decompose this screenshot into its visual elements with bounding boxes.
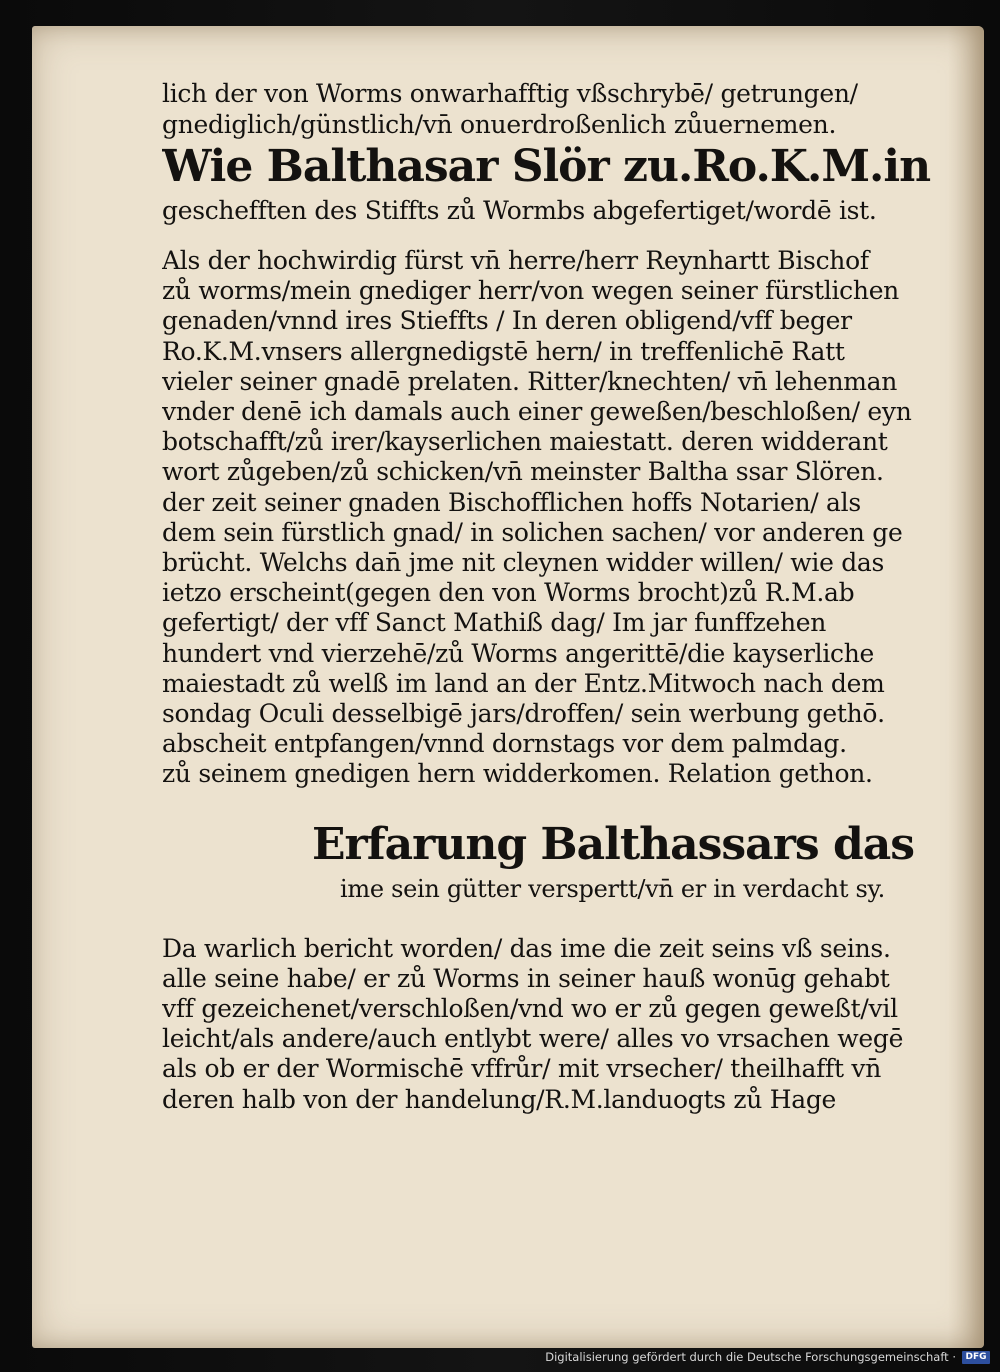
text-line: vff gezeichenet/verschloßen/vnd wo er zů gegen geweßt/vil — [162, 994, 898, 1024]
text-line: der zeit seiner gnaden Bischofflichen hoffs Notarien/ als — [162, 487, 861, 517]
text-line: alle seine habe/ er zů Worms in seiner hauß wonūg gehabt — [162, 963, 890, 993]
funding-notice: Digitalisierung gefördert durch die Deutsche Forschungsgemeinschaft · — [545, 1350, 956, 1364]
text-line: maiestadt zů welß im land an der Entz.Mitwoch nach dem — [162, 668, 885, 698]
text-line: abscheit entpfangen/vnnd dornstags vor dem palmdag. — [162, 729, 847, 759]
text-line: Als der hochwirdig fürst vn̄ herre/herr Reynhartt Bischof — [162, 246, 869, 275]
page-text — [162, 78, 942, 1115]
text-line: dem sein fürstlich gnad/ in solichen sachen/ vor anderen ge — [162, 517, 903, 547]
page-gutter-shadow — [948, 26, 984, 1348]
text-line: zů seinem gnedigen hern widderkomen. Relation gethon. — [162, 759, 873, 789]
paragraph — [162, 246, 942, 790]
text-line: botschafft/zů irer/kayserlichen maiestatt. deren widderant — [162, 427, 888, 457]
funding-footer — [545, 1348, 990, 1366]
text-line: als ob er der Wormischē vffrůr/ mit vrsecher/ theilhafft vn̄ — [162, 1054, 882, 1084]
section-heading: Wie Balthasar Slör zu.Ro.K.M.in — [162, 141, 931, 192]
text-line: wort zůgeben/zů schicken/vn̄ meinster Baltha ssar Slören. — [162, 457, 884, 487]
text-line: Ro.K.M.vnsers allergnedigstē hern/ in treffenlichē Ratt — [162, 336, 845, 366]
paragraph — [162, 934, 942, 1115]
text-line: gefertigt/ der vff Sanct Mathiß dag/ Im jar funffzehen — [162, 608, 827, 638]
section-subheading: geschefften des Stiffts zů Wormbs abgefertiget/wordē ist. — [162, 196, 877, 225]
text-line: genaden/vnnd ires Stieffts / In deren obligend/vff beger — [162, 306, 852, 336]
text-line: ietzo erscheint(gegen den von Worms brocht)zů R.M.ab — [162, 578, 855, 608]
text-line: gnediglich/günstlich/vn̄ onuerdroßenlich zůuernemen. — [162, 110, 837, 139]
section-subheading: ime sein gütter verspertt/vn̄ er in verdacht sy. — [340, 874, 885, 903]
section-heading: Erfarung Balthassars das — [312, 818, 915, 870]
dfg-logo: DFG — [962, 1351, 990, 1364]
text-line: vnder denē ich damals auch einer geweßen/beschloßen/ eyn — [162, 397, 912, 427]
text-line: lich der von Worms onwarhafftig vßschrybē/ getrungen/ — [162, 79, 858, 108]
text-line: vieler seiner gnadē prelaten. Ritter/knechten/ vn̄ lehenman — [162, 366, 898, 396]
text-line: zů worms/mein gnediger herr/von wegen seiner fürstlichen — [162, 276, 899, 306]
text-line: brücht. Welchs dan̄ jme nit cleynen widder willen/ wie das — [162, 548, 885, 578]
text-line: deren halb von der handelung/R.M.landuogts zů Hage — [162, 1084, 837, 1114]
text-line: Da warlich bericht worden/ das ime die zeit seins vß seins. — [162, 933, 891, 963]
text-line: leicht/als andere/auch entlybt were/ alles vo vrsachen wegē — [162, 1024, 904, 1054]
book-page — [32, 26, 984, 1348]
text-line: hundert vnd vierzehē/zů Worms angerittē/die kayserliche — [162, 638, 875, 668]
text-line: sondag Oculi desselbigē jars/droffen/ sein werbung gethō. — [162, 699, 885, 729]
